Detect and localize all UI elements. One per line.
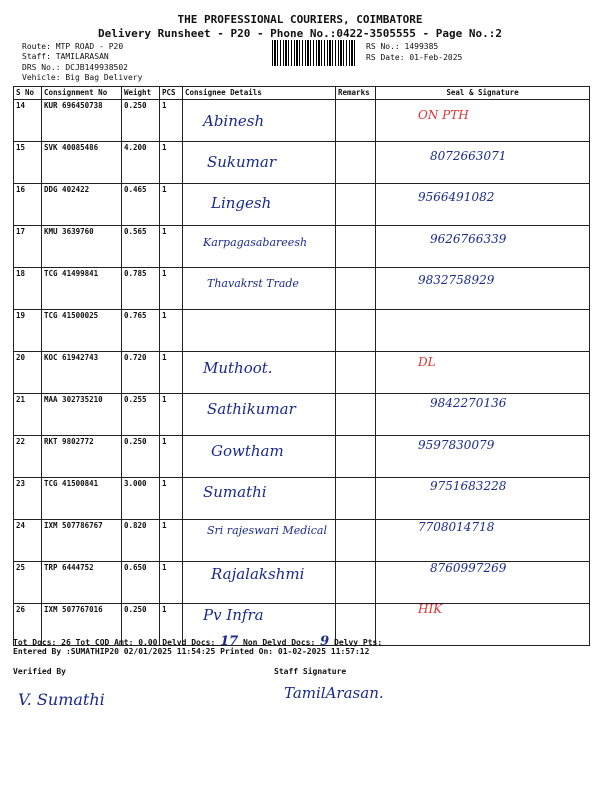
drs-label: DRS No.: DCJB149938502 (22, 63, 128, 72)
remarks-cell (336, 142, 376, 184)
weight: 0.720 (122, 352, 160, 394)
weight: 0.820 (122, 520, 160, 562)
pieces: 1 (160, 310, 183, 352)
column-header: S No (14, 87, 42, 100)
seal-cell (376, 310, 590, 352)
serial-number: 26 (14, 604, 42, 646)
column-header: Remarks (336, 87, 376, 100)
remarks-cell (336, 100, 376, 142)
seal-cell (376, 100, 590, 142)
remarks-cell (336, 310, 376, 352)
seal-signature: DL (418, 355, 436, 370)
pieces: 1 (160, 226, 183, 268)
delivered-count: 17 (220, 634, 239, 649)
vehicle-label: Vehicle: Big Bag Delivery (22, 73, 143, 82)
column-header: PCS (160, 87, 183, 100)
serial-number: 17 (14, 226, 42, 268)
remarks-cell (336, 226, 376, 268)
pieces: 1 (160, 100, 183, 142)
route-label: Route: MTP ROAD - P20 (22, 42, 124, 51)
remarks-cell (336, 268, 376, 310)
totals-text: Tot Docs: 26 Tot COD Amt: 0.00 Delvd Docs: (13, 638, 216, 647)
staff-signature-label: Staff Signature (274, 667, 347, 676)
serial-number: 19 (14, 310, 42, 352)
weight: 0.465 (122, 184, 160, 226)
serial-number: 24 (14, 520, 42, 562)
remarks-cell (336, 436, 376, 478)
consignee-handwritten-name: Gowtham (211, 441, 284, 460)
seal-cell (376, 352, 590, 394)
weight: 3.000 (122, 478, 160, 520)
remarks-cell (336, 352, 376, 394)
serial-number: 25 (14, 562, 42, 604)
table-row (14, 310, 590, 352)
consignee-handwritten-name: Sathikumar (207, 400, 296, 419)
remarks-cell (336, 520, 376, 562)
seal-signature: HIK (418, 602, 443, 617)
consignment-number: IXM 507786767 (42, 520, 122, 562)
consignment-number: KUR 696450738 (42, 100, 122, 142)
serial-number: 22 (14, 436, 42, 478)
serial-number: 18 (14, 268, 42, 310)
consignee-handwritten-name: Sumathi (203, 482, 267, 501)
consignment-number: TCG 41500025 (42, 310, 122, 352)
pieces: 1 (160, 604, 183, 646)
staff-label: Staff: TAMILARASAN (22, 52, 109, 61)
weight: 0.765 (122, 310, 160, 352)
pieces: 1 (160, 268, 183, 310)
pieces: 1 (160, 352, 183, 394)
seal-signature: 9842270136 (430, 396, 507, 411)
non-delivered-label: Non Delvd Docs: (243, 638, 316, 647)
seal-signature: 9751683228 (430, 478, 507, 493)
seal-signature: 9832758929 (418, 272, 495, 287)
consignee-handwritten-name: Abinesh (203, 112, 265, 130)
consignee-handwritten-name: Pv Infra (203, 606, 264, 625)
pieces: 1 (160, 436, 183, 478)
table-row (14, 436, 590, 478)
consignment-number: DDG 402422 (42, 184, 122, 226)
consignment-number: MAA 302735210 (42, 394, 122, 436)
consignment-number: SVK 40085486 (42, 142, 122, 184)
weight: 0.785 (122, 268, 160, 310)
column-header: Consignment No (42, 87, 122, 100)
runsheet-title: Delivery Runsheet - P20 - Phone No.:0422-3505555 - Page No.:2 (98, 27, 502, 40)
serial-number: 20 (14, 352, 42, 394)
consignment-number: KMU 3639760 (42, 226, 122, 268)
seal-signature: 9626766339 (430, 231, 507, 246)
non-delivered-count: 9 (320, 634, 330, 649)
pieces: 1 (160, 142, 183, 184)
consignee-handwritten-name: Lingesh (211, 194, 272, 213)
serial-number: 23 (14, 478, 42, 520)
serial-number: 15 (14, 142, 42, 184)
remarks-cell (336, 478, 376, 520)
verified-signature: V. Sumathi (18, 690, 105, 709)
consignment-number: RKT 9802772 (42, 436, 122, 478)
weight: 4.200 (122, 142, 160, 184)
rs-date: RS Date: 01-Feb-2025 (366, 53, 463, 62)
consignment-number: TRP 6444752 (42, 562, 122, 604)
serial-number: 21 (14, 394, 42, 436)
weight: 0.255 (122, 394, 160, 436)
serial-number: 16 (14, 184, 42, 226)
table-row (14, 352, 590, 394)
company-title: THE PROFESSIONAL COURIERS, COIMBATORE (177, 13, 423, 26)
consignee-handwritten-name: Muthoot. (203, 359, 273, 378)
seal-signature: 7708014718 (418, 520, 495, 534)
entered-by: Entered By :SUMATHIP20 02/01/2025 11:54:25 Printed On: 01-02-2025 11:57:12 (13, 647, 370, 656)
verified-by-label: Verified By (13, 667, 66, 676)
remarks-cell (336, 394, 376, 436)
pieces: 1 (160, 184, 183, 226)
consignment-number: TCG 41500841 (42, 478, 122, 520)
consignee-handwritten-name: Sri rajeswari Medical (207, 524, 328, 537)
seal-signature: 9597830079 (418, 437, 495, 452)
seal-signature: ON PTH (418, 108, 469, 122)
consignment-number: KOC 61942743 (42, 352, 122, 394)
delivery-points-label: Delvy Pts: (334, 638, 383, 647)
consignee-handwritten-name: Rajalakshmi (211, 565, 305, 584)
weight: 0.250 (122, 604, 160, 646)
pieces: 1 (160, 562, 183, 604)
consignment-number: TCG 41499841 (42, 268, 122, 310)
remarks-cell (336, 184, 376, 226)
pieces: 1 (160, 520, 183, 562)
barcode (272, 40, 357, 66)
table-row (14, 268, 590, 310)
seal-signature: 9566491082 (418, 190, 495, 205)
serial-number: 14 (14, 100, 42, 142)
weight: 0.650 (122, 562, 160, 604)
consignee-handwritten-name: Karpagasabareesh (203, 235, 308, 249)
consignee-handwritten-name: Sukumar (207, 153, 277, 172)
consignment-number: IXM 507767016 (42, 604, 122, 646)
column-header: Weight (122, 87, 160, 100)
table-row (14, 184, 590, 226)
weight: 0.250 (122, 436, 160, 478)
table-header-row (14, 87, 590, 100)
consignee-handwritten-name: Thavakrst Trade (207, 276, 299, 290)
column-header: Seal & Signature (376, 87, 590, 100)
weight: 0.250 (122, 100, 160, 142)
remarks-cell (336, 562, 376, 604)
pieces: 1 (160, 478, 183, 520)
pieces: 1 (160, 394, 183, 436)
column-header: Consignee Details (183, 87, 336, 100)
weight: 0.565 (122, 226, 160, 268)
seal-signature: 8760997269 (430, 561, 507, 576)
staff-signature: TamilArasan. (284, 684, 384, 702)
rs-number: RS No.: 1499385 (366, 42, 439, 51)
seal-cell (376, 604, 590, 646)
consignee-cell (183, 310, 336, 352)
table-row (14, 100, 590, 142)
seal-signature: 8072663071 (430, 149, 507, 164)
